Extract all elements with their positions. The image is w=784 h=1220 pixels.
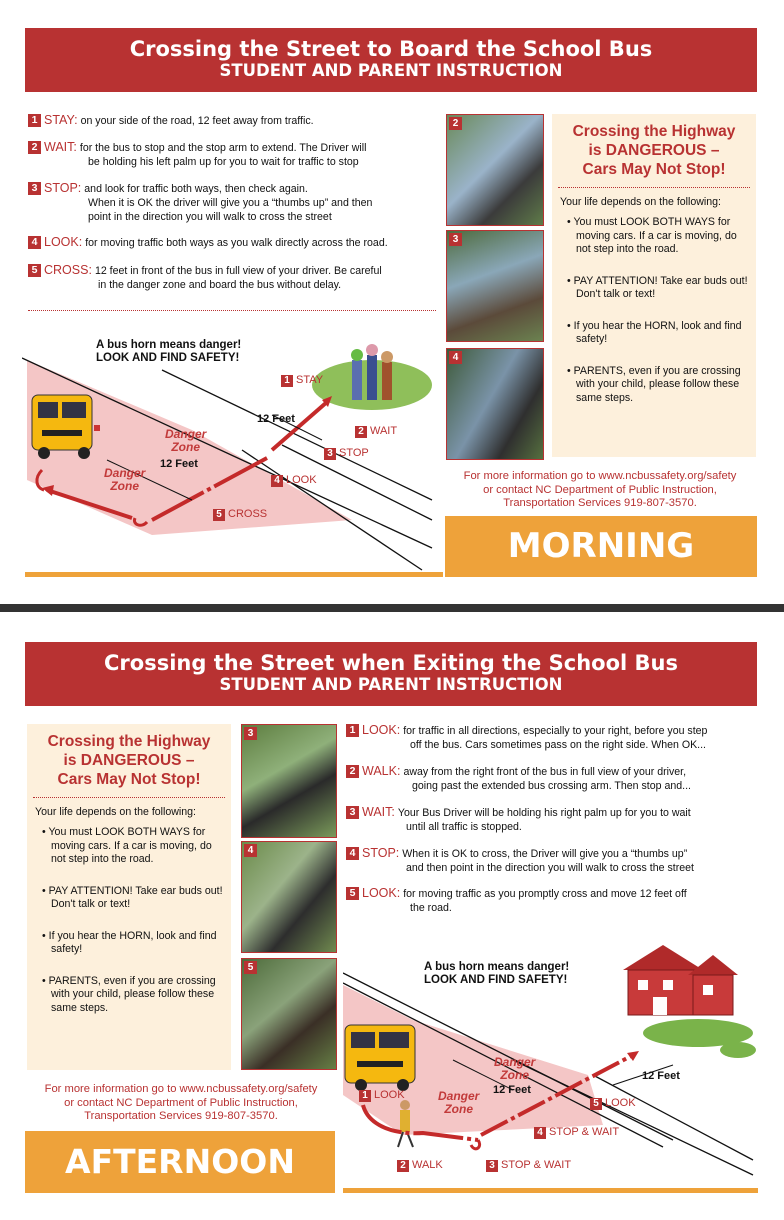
morning-label-cross: 5 CROSS [213, 508, 267, 521]
school-bus-icon [345, 1025, 415, 1091]
afternoon-warning-list: • You must LOOK BOTH WAYS for moving cars. If a car is moving, do not step into the road. • PAY ATTENTION! Take ear buds out! Don't talk or text! • If you hear the HORN, look and find safety! • PARENTS, even if you are crossing with your child, please follow these same steps. [42, 826, 223, 1014]
afternoon-label-look-5: 5 LOOK [590, 1097, 636, 1110]
afternoon-title-banner [25, 642, 757, 706]
panel-separator [0, 604, 784, 612]
afternoon-step-5: 5 LOOK: for moving traffic as you promptly cross and move 12 feet off the road. [346, 886, 760, 915]
morning-step-5: 5 CROSS: 12 feet in front of the bus in full view of your driver. Be careful in the danger zone and board the bus without delay. [28, 263, 438, 292]
morning-label-wait: 2 WAIT [355, 425, 397, 438]
afternoon-step-1: 1 LOOK: for traffic in all directions, especially to your right, before you step off the bus. Cars sometimes pass on the right side. When OK... [346, 723, 760, 752]
morning-danger-zone-2: Danger Zone [104, 466, 146, 493]
afternoon-bottom-line [343, 1188, 758, 1193]
afternoon-photo-4: 4 [241, 841, 337, 953]
morning-danger-zone-1: Danger Zone [165, 427, 207, 454]
morning-photo-4: 4 [446, 348, 544, 460]
afternoon-title: Crossing the Street when Exiting the School Bus [104, 651, 678, 675]
afternoon-banner: AFTERNOON [25, 1131, 335, 1193]
afternoon-photo-3: 3 [241, 724, 337, 838]
morning-bottom-line [25, 572, 443, 577]
morning-step-1: 1 STAY: on your side of the road, 12 feet away from traffic. [28, 113, 438, 128]
afternoon-danger-zone-1: Danger Zone [494, 1055, 536, 1082]
morning-step-4: 4 LOOK: for moving traffic both ways as you walk directly across the road. [28, 235, 443, 250]
house-icon [623, 945, 756, 1058]
afternoon-subtitle: STUDENT AND PARENT INSTRUCTION [219, 675, 563, 694]
morning-12-feet-2: 12 Feet [160, 458, 198, 470]
morning-subtitle: STUDENT AND PARENT INSTRUCTION [219, 61, 563, 80]
afternoon-horn-warning: A bus horn means danger! LOOK AND FIND SAFETY! [424, 961, 570, 986]
morning-crossing-diagram [22, 330, 442, 575]
afternoon-step-2: 2 WALK: away from the right front of the bus in full view of your driver, going past the extended bus crossing arm. Then stop and... [346, 764, 760, 793]
afternoon-label-stop-wait-4: 4 STOP & WAIT [534, 1126, 619, 1139]
morning-step-2: 2 WAIT: for the bus to stop and the stop arm to extend. The Driver will be holding his left palm up for you to wait for traffic to stop [28, 140, 438, 169]
morning-warning-box: Crossing the Highway is DANGEROUS – Cars May Not Stop! Your life depends on the following: • You must LOOK BOTH WAYS for moving cars. If a car is moving, do not step into the road. • PAY ATTENTION! Take ear buds out! Don't talk or text! • If you hear the HORN, look and find safety! • PARENTS, even if you are crossing with your child, please follow these same steps. [552, 114, 756, 457]
morning-title: Crossing the Street to Board the School Bus [129, 37, 653, 61]
morning-banner: MORNING [445, 516, 757, 577]
morning-photo-2: 2 [446, 114, 544, 226]
afternoon-label-look-1: 1 LOOK [359, 1089, 405, 1102]
afternoon-photo-5: 5 [241, 958, 337, 1070]
morning-step-3: 3 STOP: and look for traffic both ways, then check again. When it is OK the driver will give you a “thumbs up” and then point in the direction you will walk to cross the street [28, 181, 438, 224]
morning-label-look: 4 LOOK [271, 474, 317, 487]
afternoon-info-text: For more information go to www.ncbussafety.org/safety or contact NC Department of Public Instruction, Transportation Services 919-807-3570. [44, 1083, 318, 1122]
afternoon-step-3: 3 WAIT: Your Bus Driver will be holding his right palm up for you to wait until all traffic is stopped. [346, 805, 760, 834]
afternoon-label-stop-wait-3: 3 STOP & WAIT [486, 1159, 571, 1172]
morning-label-stay: 1 STAY [281, 374, 323, 387]
afternoon-12-feet-1: 12 Feet [642, 1070, 680, 1082]
afternoon-label-walk: 2 WALK [397, 1159, 443, 1172]
afternoon-12-feet-2: 12 Feet [493, 1084, 531, 1096]
morning-label-stop: 3 STOP [324, 447, 369, 460]
afternoon-danger-zone-2: Danger Zone [438, 1089, 480, 1116]
morning-divider [28, 310, 436, 311]
morning-photo-3: 3 [446, 230, 544, 342]
afternoon-warning-box: Crossing the Highway is DANGEROUS – Cars May Not Stop! Your life depends on the following: • You must LOOK BOTH WAYS for moving cars. If a car is moving, do not step into the road. • PAY ATTENTION! Take ear buds out! Don't talk or text! • If you hear the HORN, look and find safety! • PARENTS, even if you are crossing with your child, please follow these same steps. [27, 724, 231, 1070]
morning-title-banner [25, 28, 757, 92]
morning-warning-list: • You must LOOK BOTH WAYS for moving cars. If a car is moving, do not step into the road. • PAY ATTENTION! Take ear buds out! Don't talk or text! • If you hear the HORN, look and find safety! • PARENTS, even if you are crossing with your child, please follow these same steps. [567, 216, 748, 404]
morning-info-text: For more information go to www.ncbussafety.org/safety or contact NC Department of Public Instruction, Transportation Services 919-807-3570. [463, 470, 737, 509]
morning-horn-warning: A bus horn means danger! LOOK AND FIND SAFETY! [96, 339, 242, 364]
morning-12-feet-1: 12 Feet [257, 413, 295, 425]
afternoon-step-4: 4 STOP: When it is OK to cross, the Driver will give you a “thumbs up” and then point in the direction you will walk to cross the street [346, 846, 760, 875]
